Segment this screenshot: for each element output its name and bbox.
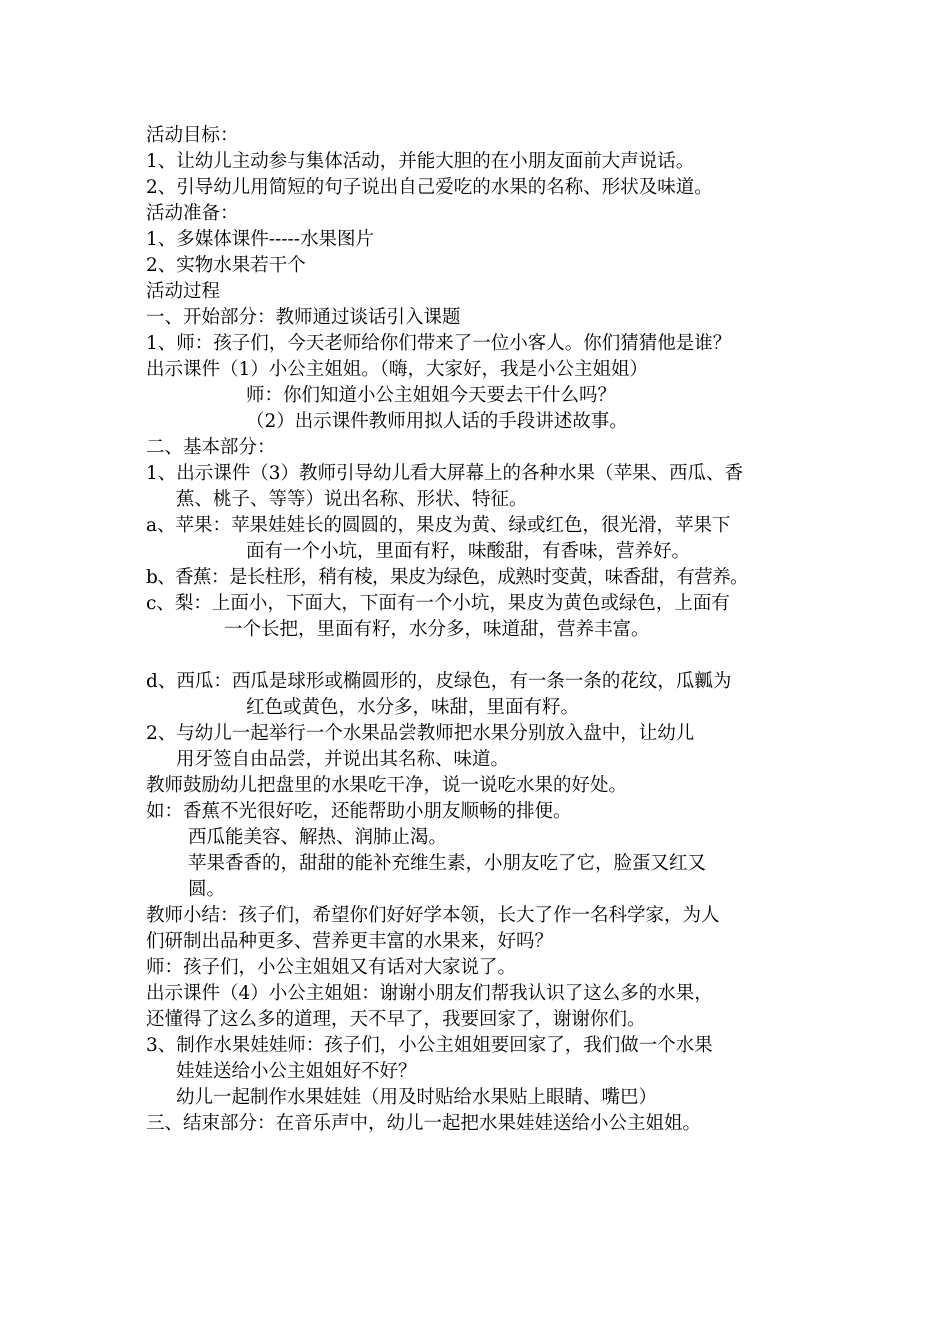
fruit-item-pear-cont: 一个长把，里面有籽，水分多，味道甜，营养丰富。 [224, 619, 650, 640]
body-line: 2、与幼儿一起举行一个水果品尝教师把水果分别放入盘中，让幼儿 [146, 723, 695, 744]
preparation-line: 1、多媒体课件-----水果图片 [146, 229, 375, 250]
section-heading: 一、开始部分：教师通过谈话引入课题 [146, 307, 461, 328]
body-line: 1、出示课件（3）教师引导幼儿看大屏幕上的各种水果（苹果、西瓜、香 [146, 463, 744, 484]
body-line: （2）出示课件教师用拟人话的手段讲述故事。 [246, 411, 628, 432]
body-line: 出示课件（1）小公主姐姐。（嗨，大家好，我是小公主姐姐） [146, 359, 649, 380]
body-line: 师：你们知道小公主姐姐今天要去干什么吗？ [246, 385, 617, 406]
body-line: 娃娃送给小公主姐姐好不好？ [176, 1061, 417, 1082]
fruit-item-watermelon-cont: 红色或黄色，水分多，味甜，里面有籽。 [246, 697, 580, 718]
body-line: 们研制出品种更多、营养更丰富的水果来，好吗？ [146, 931, 554, 952]
body-line: 如：香蕉不光很好吃，还能帮助小朋友顺畅的排便。 [146, 801, 572, 822]
body-line: 苹果香香的，甜甜的能补充维生素，小朋友吃了它，脸蛋又红又 [188, 853, 707, 874]
body-line: 还懂得了这么多的道理，天不早了，我要回家了，谢谢你们。 [146, 1009, 646, 1030]
body-line: 教师小结：孩子们，希望你们好好学本领，长大了作一名科学家，为人 [146, 905, 720, 926]
body-line: 师：孩子们，小公主姐姐又有话对大家说了。 [146, 957, 517, 978]
body-line: 圆。 [188, 879, 226, 900]
body-line: 出示课件（4）小公主姐姐：谢谢小朋友们帮我认识了这么多的水果， [146, 983, 713, 1004]
body-line: 西瓜能美容、解热、润肺止渴。 [188, 827, 448, 848]
section-heading: 二、基本部分： [146, 437, 276, 458]
section-heading: 三、结束部分：在音乐声中，幼儿一起把水果娃娃送给小公主姐姐。 [146, 1113, 702, 1134]
heading-activity-goals: 活动目标： [146, 125, 239, 146]
body-line: 蕉、桃子、等等）说出名称、形状、特征。 [176, 489, 528, 510]
fruit-item-banana: b、香蕉：是长柱形，稍有棱，果皮为绿色，成熟时变黄，味香甜，有营养。 [146, 567, 748, 588]
heading-activity-preparation: 活动准备： [146, 203, 239, 224]
goal-line: 2、引导幼儿用简短的句子说出自己爱吃的水果的名称、形状及味道。 [146, 177, 713, 198]
heading-activity-process: 活动过程 [146, 281, 221, 302]
fruit-item-apple-cont: 面有一个小坑，里面有籽，味酸甜，有香味，营养好。 [246, 541, 691, 562]
fruit-item-apple: a、苹果：苹果娃娃长的圆圆的，果皮为黄、绿或红色，很光滑，苹果下 [146, 515, 731, 536]
fruit-item-watermelon: d、西瓜：西瓜是球形或椭圆形的，皮绿色，有一条一条的花纹，瓜瓤为 [146, 671, 732, 692]
body-line: 教师鼓励幼儿把盘里的水果吃干净，说一说吃水果的好处。 [146, 775, 628, 796]
body-line: 3、制作水果娃娃师：孩子们，小公主姐姐要回家了，我们做一个水果 [146, 1035, 713, 1056]
preparation-line: 2、实物水果若干个 [146, 255, 306, 276]
body-line: 用牙签自由品尝，并说出其名称、味道。 [176, 749, 510, 770]
body-line: 1、师：孩子们，今天老师给你们带来了一位小客人。你们猜猜他是谁？ [146, 333, 732, 354]
body-line: 幼儿一起制作水果娃娃（用及时贴给水果贴上眼睛、嘴巴） [176, 1087, 658, 1108]
fruit-item-pear: c、梨：上面小，下面大，下面有一个小坑，果皮为黄色或绿色，上面有 [146, 593, 730, 614]
goal-line: 1、让幼儿主动参与集体活动，并能大胆的在小朋友面前大声说话。 [146, 151, 695, 172]
